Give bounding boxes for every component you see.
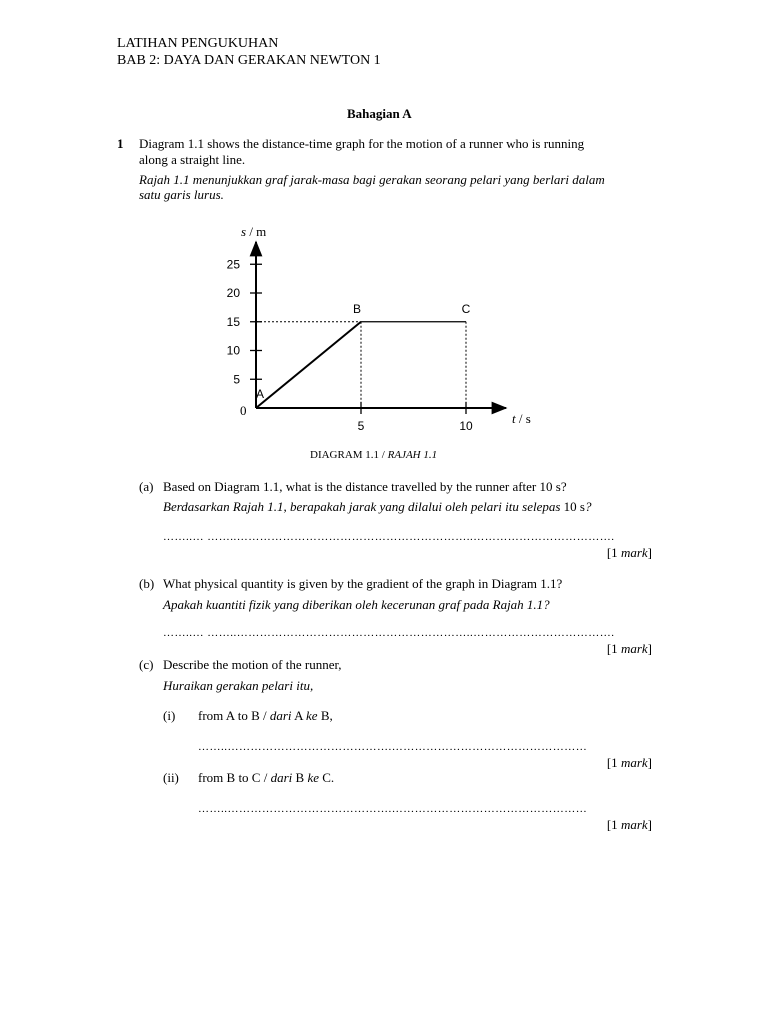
text-point-end: B,	[317, 708, 333, 723]
diagram-caption	[310, 449, 437, 462]
part-c-label: (c)	[139, 657, 154, 672]
text-point-start: B	[292, 770, 308, 785]
text-point-start: A	[291, 708, 307, 723]
part-a-answer-line[interactable]: ……..… ……..……………………………………………………..……………………………….	[163, 531, 615, 543]
part-b-question-ms: Apakah kuantiti fizik yang diberikan oleh kecerunan graf pada Rajah 1.1?	[163, 597, 550, 612]
mark-close: ]	[647, 755, 652, 770]
part-c-ii-answer-line[interactable]: ……..…………………………………….……………………………………………	[198, 803, 588, 815]
part-b-answer-line[interactable]: ……..… ……..……………………………………………………..……………………………….	[163, 627, 615, 639]
y-tick-label: 20	[226, 286, 240, 300]
caption-en: DIAGRAM 1.1 /	[310, 449, 388, 461]
part-a-ms-value: 10 s	[563, 499, 585, 514]
point-label-b: B	[352, 301, 362, 316]
series-segment	[256, 322, 361, 408]
x-tick-label: 5	[357, 419, 365, 433]
part-c-i-answer-line[interactable]: ……..…………………………………….……………………………………………	[198, 741, 588, 753]
caption-ms: RAJAH 1.1	[387, 449, 438, 461]
text-point-end: C.	[318, 770, 335, 785]
part-a-label: (a)	[139, 479, 154, 494]
part-a-mark	[607, 545, 652, 560]
mark-open: [1	[606, 641, 621, 656]
text-ms-ke: ke	[306, 708, 318, 723]
x-axis-label: t / s	[512, 411, 531, 426]
part-a-question-en: Based on Diagram 1.1, what is the distance travelled by the runner after 10 s?	[163, 479, 567, 494]
question-stem-en-line2: along a straight line.	[139, 152, 246, 167]
text-en: from A to B /	[198, 708, 270, 723]
mark-close: ]	[647, 817, 652, 832]
text-ms-dari: dari	[270, 770, 293, 785]
mark-open: [1	[606, 755, 621, 770]
origin-label: 0	[240, 403, 247, 418]
x-tick-label: 10	[459, 419, 473, 433]
mark-close: ]	[647, 641, 652, 656]
question-stem-ms-line1: Rajah 1.1 menunjukkan graf jarak-masa bagi gerakan seorang pelari yang berlari dalam	[139, 172, 605, 187]
point-label-c: C	[461, 301, 471, 316]
worksheet-title: LATIHAN PENGUKUHAN	[117, 36, 279, 51]
part-c-question-ms: Huraikan gerakan pelari itu,	[163, 678, 314, 693]
part-c-i-mark	[607, 755, 652, 770]
mark-word: mark	[620, 817, 648, 832]
question-stem-ms-line2: satu garis lurus.	[139, 187, 224, 202]
y-tick-label: 5	[233, 372, 240, 387]
point-label-a: A	[255, 387, 265, 401]
mark-open: [1	[606, 817, 621, 832]
text-en: from B to C /	[198, 770, 271, 785]
part-c-ii-label: (ii)	[163, 770, 179, 785]
part-a-ms-text: Berdasarkan Rajah 1.1, berapakah jarak yang dilalui oleh pelari itu selepas	[163, 499, 564, 514]
part-c-ii-mark	[607, 817, 652, 832]
mark-close: ]	[647, 545, 652, 560]
part-a-ms-suffix: ?	[584, 499, 592, 514]
y-tick-label: 15	[226, 314, 240, 329]
question-stem-en-line1: Diagram 1.1 shows the distance-time graph for the motion of a runner who is running	[139, 136, 585, 151]
mark-word: mark	[620, 545, 648, 560]
part-c-ii-text	[198, 770, 334, 785]
part-c-i-text	[198, 708, 333, 723]
mark-word: mark	[620, 641, 648, 656]
mark-open: [1	[606, 545, 621, 560]
y-tick-label: 10	[226, 343, 240, 358]
part-a-question-ms	[163, 499, 591, 514]
mark-word: mark	[620, 755, 648, 770]
part-b-question-en: What physical quantity is given by the gradient of the graph in Diagram 1.1?	[163, 576, 563, 591]
chapter-title: BAB 2: DAYA DAN GERAKAN NEWTON 1	[117, 53, 381, 68]
part-c-i-label: (i)	[163, 708, 176, 723]
part-c-question-en: Describe the motion of the runner,	[163, 657, 342, 672]
text-ms-ke: ke	[307, 770, 319, 785]
question-number: 1	[117, 136, 124, 151]
y-tick-label: 25	[226, 257, 240, 272]
part-b-mark	[607, 641, 652, 656]
y-axis-label: s / m	[241, 224, 267, 239]
section-title: Bahagian A	[347, 106, 412, 121]
text-ms-dari: dari	[269, 708, 292, 723]
part-b-label: (b)	[139, 576, 155, 591]
